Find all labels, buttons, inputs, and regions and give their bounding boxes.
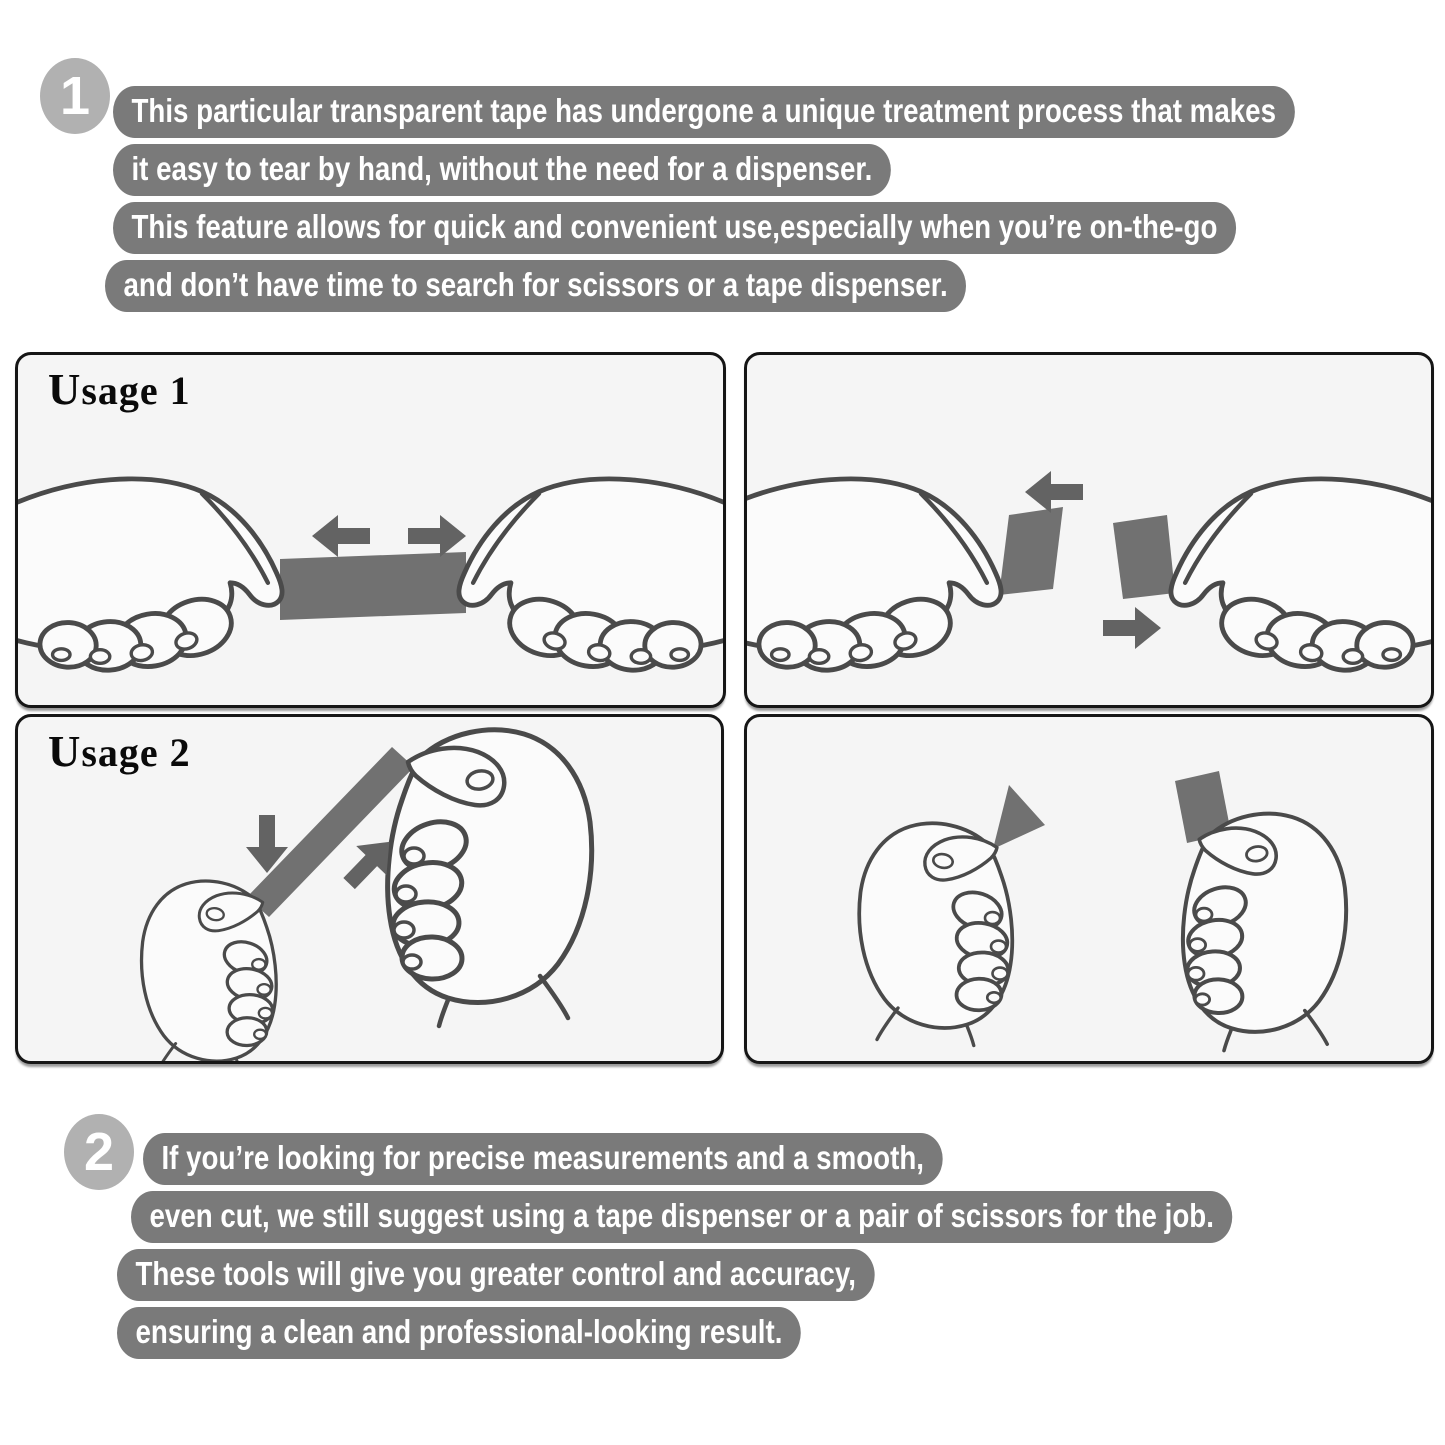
arrow-left-icon <box>312 515 370 557</box>
arrow-left-icon <box>1025 471 1083 513</box>
step-2-line-1: If you’re looking for precise measurements and a smooth, <box>143 1133 942 1185</box>
step-2-line-4: ensuring a clean and professional-looking result. <box>117 1307 801 1359</box>
step-1-line-2: it easy to tear by hand, without the need for a dispenser. <box>113 144 891 196</box>
usage2-step1-panel <box>15 714 724 1064</box>
step-2-badge: 2 <box>64 1114 134 1190</box>
torn-tape-left-piece <box>993 785 1045 849</box>
tape-strip <box>280 552 466 620</box>
right-hand-illustration <box>1171 479 1431 672</box>
step-1-line-3: This feature allows for quick and convenient use,especially when you’re on-the-go <box>113 202 1236 254</box>
hands-holding-torn-pieces-illustration <box>747 717 1431 1061</box>
left-hand-illustration <box>18 479 282 672</box>
left-hand-illustration <box>142 881 277 1061</box>
right-hand-illustration <box>459 479 723 672</box>
torn-tape-right-piece <box>1113 515 1175 599</box>
right-hand-illustration <box>1183 814 1346 1051</box>
left-hand-illustration <box>859 823 1012 1045</box>
usage1-label: Usage 1 <box>48 364 191 414</box>
usage1-step1-panel <box>15 352 726 708</box>
hands-torn-tape-illustration <box>747 355 1431 705</box>
step-1-line-1: This particular transparent tape has undergone a unique treatment process that makes <box>113 86 1294 138</box>
usage1-step2-panel <box>744 352 1434 708</box>
step-1-badge: 1 <box>40 58 110 134</box>
step-1-line-4: and don’t have time to search for scissors or a tape dispenser. <box>105 260 966 312</box>
usage2-label: Usage 2 <box>48 726 191 776</box>
step-1-text-block <box>113 86 1445 318</box>
usage2-step2-panel <box>744 714 1434 1064</box>
torn-tape-left-piece <box>999 507 1063 595</box>
right-hand-illustration <box>388 730 592 1026</box>
arrow-right-icon <box>408 515 466 557</box>
arrow-right-icon <box>1103 607 1161 649</box>
step-2-line-2: even cut, we still suggest using a tape dispenser or a pair of scissors for the job. <box>131 1191 1232 1243</box>
step-2-line-3: These tools will give you greater control and accuracy, <box>117 1249 874 1301</box>
left-hand-illustration <box>747 479 1001 672</box>
step-2-text-block <box>113 1133 1442 1365</box>
